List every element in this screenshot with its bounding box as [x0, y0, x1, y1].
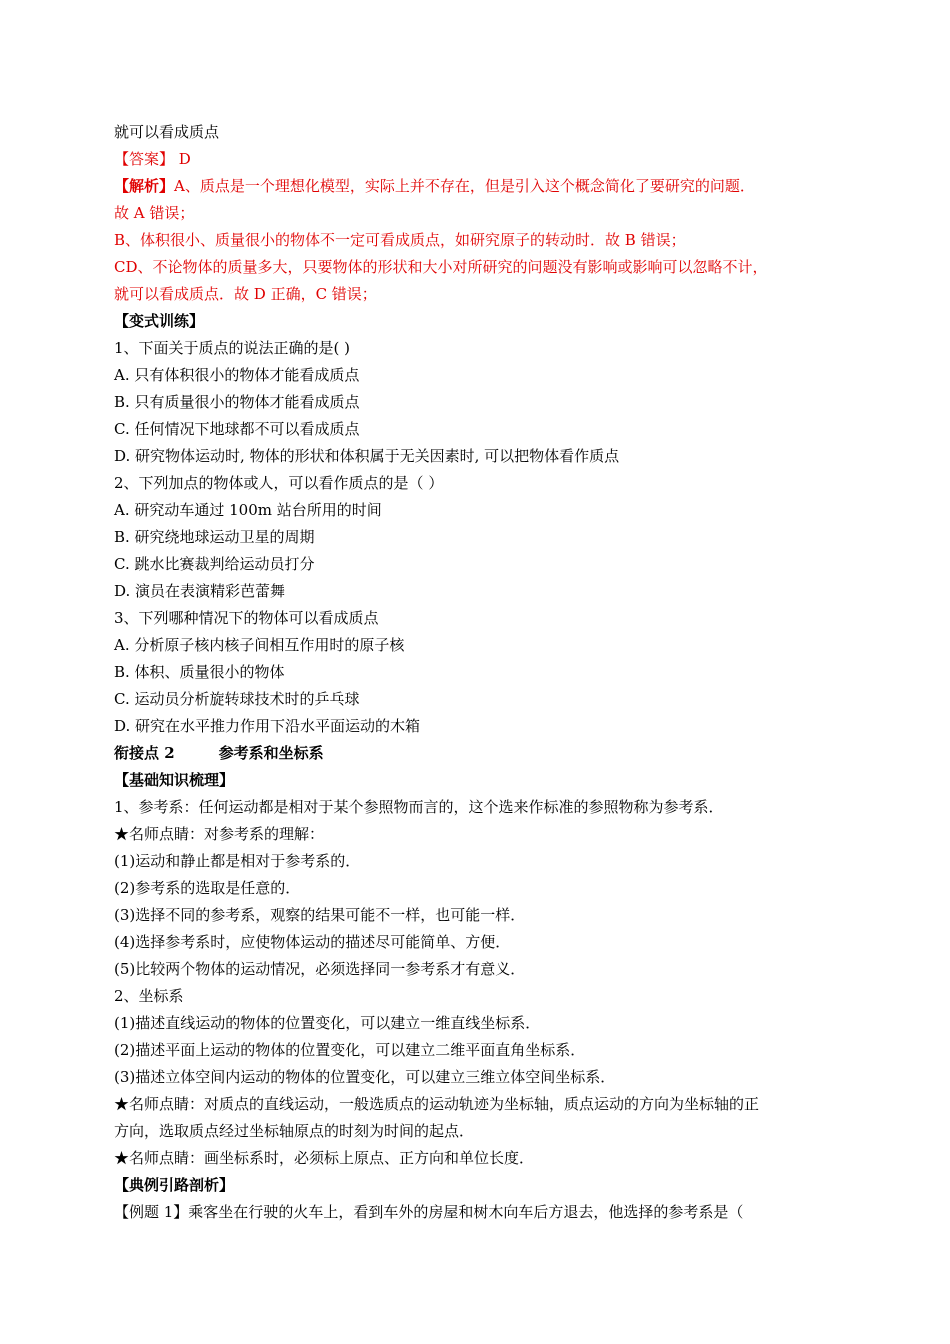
reference-frame-tip-heading: ★名师点睛：对参考系的理解： — [114, 825, 325, 843]
question-option: D. 研究物体运动时, 物体的形状和体积属于无关因素时, 可以把物体看作质点 — [114, 447, 620, 465]
examples-heading: 【典例引路剖析】 — [114, 1176, 235, 1194]
answer-line — [114, 146, 854, 173]
question-option: C. 任何情况下地球都不可以看成质点 — [114, 420, 360, 438]
example-1: 【例题 1】乘客坐在行驶的火车上，看到车外的房屋和树木向车后方退去，他选择的参考系是（ — [114, 1203, 744, 1221]
answer-label: 【答案】 — [114, 150, 175, 168]
coordinate-system-point: (1)描述直线运动的物体的位置变化，可以建立一维直线坐标系． — [114, 1014, 541, 1032]
coordinate-system-point: (2)描述平面上运动的物体的位置变化，可以建立二维平面直角坐标系． — [114, 1041, 586, 1059]
coordinate-tip-line-2: 方向，选取质点经过坐标轴原点的时刻为时间的起点． — [114, 1122, 475, 1140]
coordinate-tip-2: ★名师点睛：画坐标系时，必须标上原点、正方向和单位长度． — [114, 1149, 535, 1167]
reference-frame-definition: 1、参考系：任何运动都是相对于某个参照物而言的，这个选来作标准的参照物称为参考系． — [114, 798, 724, 816]
question-option: A. 只有体积很小的物体才能看成质点 — [114, 366, 360, 384]
section-title: 参考系和坐标系 — [218, 744, 324, 762]
reference-frame-point: (5)比较两个物体的运动情况，必须选择同一参考系才有意义． — [114, 960, 526, 978]
basics-heading: 【基础知识梳理】 — [114, 771, 235, 789]
analysis-line-1 — [114, 173, 854, 200]
coordinate-system-heading: 2、坐标系 — [114, 987, 184, 1005]
question-option: B. 研究绕地球运动卫星的周期 — [114, 528, 315, 546]
answer-value: D — [178, 150, 191, 168]
reference-frame-point: (1)运动和静止都是相对于参考系的． — [114, 852, 361, 870]
reference-frame-point: (2)参考系的选取是任意的． — [114, 879, 301, 897]
variant-training-heading: 【变式训练】 — [114, 312, 205, 330]
question-stem: 1、下面关于质点的说法正确的是( ) — [114, 339, 351, 357]
analysis-line-4: CD、不论物体的质量多大，只要物体的形状和大小对所研究的问题没有影响或影响可以忽略不计， — [114, 258, 768, 276]
question-option: C. 运动员分析旋转球技术时的乒乓球 — [114, 690, 360, 708]
coordinate-tip-line-1: ★名师点睛：对质点的直线运动，一般选质点的运动轨迹为坐标轴，质点运动的方向为坐标轴的正 — [114, 1095, 760, 1113]
coordinate-system-point: (3)描述立体空间内运动的物体的位置变化，可以建立三维立体空间坐标系． — [114, 1068, 616, 1086]
question-stem: 3、下列哪种情况下的物体可以看成质点 — [114, 609, 379, 627]
continued-text: 就可以看成质点 — [114, 123, 220, 141]
analysis-line-2: 故 A 错误； — [114, 204, 195, 222]
document-content — [114, 119, 854, 1226]
analysis-line-5: 就可以看成质点．故 D 正确，C 错误； — [114, 285, 377, 303]
question-option: C. 跳水比赛裁判给运动员打分 — [114, 555, 315, 573]
question-stem: 2、下列加点的物体或人，可以看作质点的是（ ） — [114, 474, 444, 492]
question-option: B. 只有质量很小的物体才能看成质点 — [114, 393, 360, 411]
analysis-text: A、质点是一个理想化模型，实际上并不存在，但是引入这个概念简化了要研究的问题． — [174, 177, 755, 195]
question-option: D. 演员在表演精彩芭蕾舞 — [114, 582, 286, 600]
analysis-line-3: B、体积很小、质量很小的物体不一定可看成质点，如研究原子的转动时．故 B 错误； — [114, 231, 686, 249]
reference-frame-point: (3)选择不同的参考系，观察的结果可能不一样，也可能一样． — [114, 906, 526, 924]
question-option: D. 研究在水平推力作用下沿水平面运动的木箱 — [114, 717, 421, 735]
analysis-label: 【解析】 — [114, 177, 175, 195]
section-heading — [114, 740, 854, 767]
question-option: A. 分析原子核内核子间相互作用时的原子核 — [114, 636, 405, 654]
question-option: B. 体积、质量很小的物体 — [114, 663, 285, 681]
reference-frame-point: (4)选择参考系时，应使物体运动的描述尽可能简单、方便． — [114, 933, 511, 951]
section-number: 衔接点 2 — [114, 744, 175, 762]
question-option: A. 研究动车通过 100m 站台所用的时间 — [114, 501, 382, 519]
